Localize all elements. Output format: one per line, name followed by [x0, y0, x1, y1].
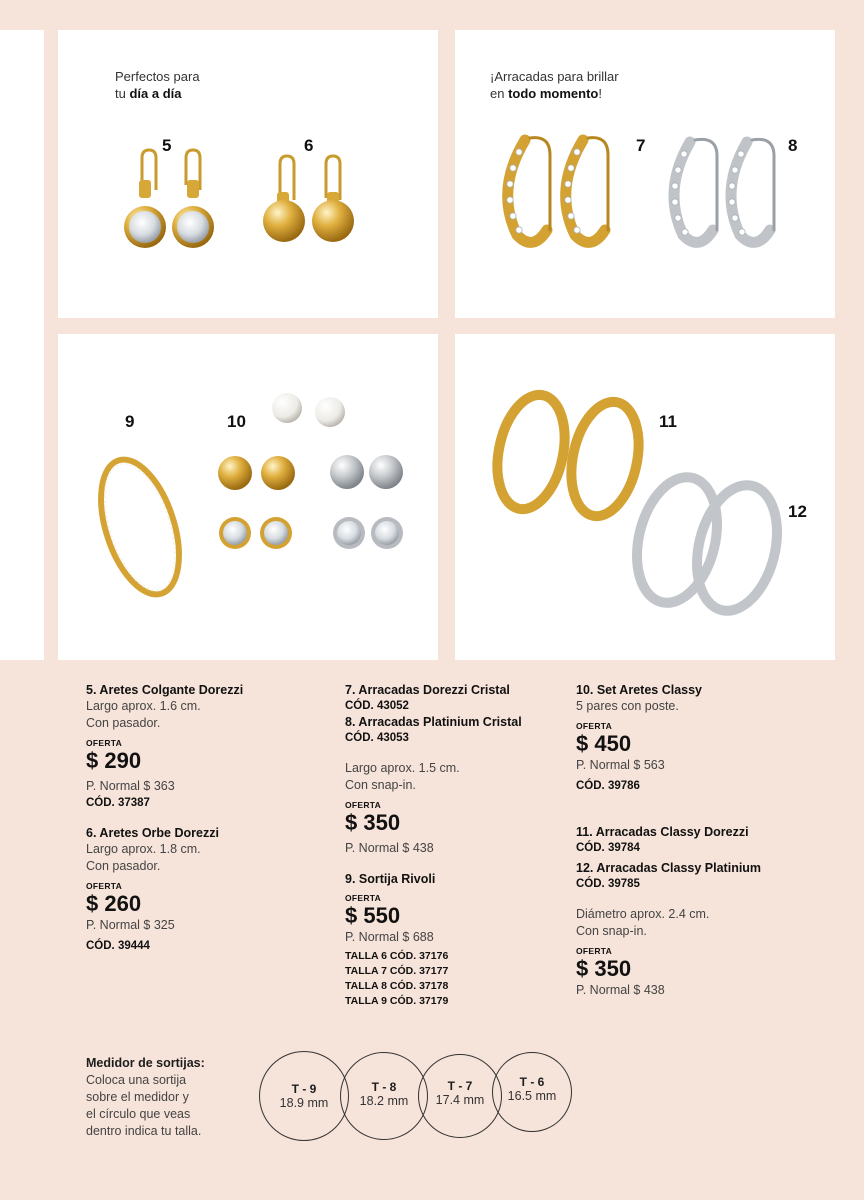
- product-code-11: CÓD. 39784: [576, 842, 640, 854]
- crystal-stones: [507, 149, 745, 235]
- panel-hoops-7-8: [455, 30, 835, 318]
- rivoli-ring: [86, 450, 194, 604]
- offer-price-6: $ 260: [86, 891, 142, 916]
- silver-crystal-studs: [333, 517, 403, 549]
- product-number-7: 7: [636, 136, 646, 155]
- ring-size-label-t9: T - 9: [291, 1082, 317, 1096]
- normal-price-11-12: P. Normal $ 438: [576, 983, 665, 997]
- product-name-8: 8. Arracadas Platinium Cristal: [345, 715, 522, 729]
- offer-price-5: $ 290: [86, 748, 142, 773]
- ring-and-studs-illustration: [58, 334, 438, 660]
- ring-size-code-t8: TALLA 8 CÓD. 37178: [345, 980, 449, 992]
- ring-sizer-line-2: sobre el medidor y: [86, 1090, 189, 1104]
- normal-price-9: P. Normal $ 688: [345, 930, 434, 944]
- left-page-edge: [0, 30, 44, 660]
- ring-size-value-t7: 17.4 mm: [435, 1093, 485, 1107]
- offer-price-10: $ 450: [576, 731, 632, 756]
- classy-hoops-illustration: [455, 334, 835, 660]
- drop-crystal-earring-right: [172, 150, 214, 248]
- silver-ball-stud-left: [330, 455, 364, 489]
- normal-price-5: P. Normal $ 363: [86, 779, 175, 793]
- ring-sizer-line-1: Coloca una sortija: [86, 1073, 187, 1087]
- silver-hoop-right: [685, 477, 790, 620]
- column-products-10-12: [576, 682, 826, 999]
- product-desc-7-8-length: Largo aprox. 1.5 cm.: [345, 761, 460, 775]
- normal-price-10: P. Normal $ 563: [576, 758, 665, 772]
- offer-label-9: OFERTA: [345, 893, 382, 903]
- panel-classy-hoops-11-12: [455, 334, 835, 660]
- gold-hoop-right: [562, 396, 649, 523]
- gold-crystal-hoop-right: [566, 140, 605, 242]
- product-desc-10: 5 pares con poste.: [576, 699, 679, 713]
- tagline-dia-a-dia: Perfectos para tu día a día: [115, 69, 200, 101]
- panel-ring-studs-9-10: [58, 334, 438, 660]
- offer-price-11-12: $ 350: [576, 956, 632, 981]
- product-number-9: 9: [125, 412, 135, 431]
- offer-label-5: OFERTA: [86, 738, 123, 748]
- offer-price-7-8: $ 350: [345, 810, 401, 835]
- ring-size-code-t7: TALLA 7 CÓD. 37177: [345, 965, 449, 977]
- product-number-10: 10: [227, 412, 246, 431]
- product-number-6: 6: [304, 136, 314, 155]
- ring-size-code-t6: TALLA 6 CÓD. 37176: [345, 950, 449, 962]
- ring-size-code-t9: TALLA 9 CÓD. 37179: [345, 995, 449, 1007]
- gold-crystal-studs: [219, 517, 292, 549]
- ring-size-label-t8: T - 8: [371, 1080, 397, 1094]
- product-code-8: CÓD. 43053: [345, 732, 409, 744]
- product-name-9: 9. Sortija Rivoli: [345, 872, 436, 886]
- product-name-10: 10. Set Aretes Classy: [576, 683, 703, 697]
- product-desc-11-12-diameter: Diámetro aprox. 2.4 cm.: [576, 907, 710, 921]
- normal-price-6: P. Normal $ 325: [86, 918, 175, 932]
- drop-crystal-earring-left: [124, 150, 166, 248]
- gold-ball-earring-right: [312, 156, 354, 242]
- crystal-hoops-illustration: [455, 30, 835, 318]
- silver-crystal-hoop-left: [674, 142, 713, 242]
- ring-sizer-circle-t6: [492, 1052, 572, 1132]
- product-code-6: CÓD. 39444: [86, 940, 150, 952]
- ring-size-value-t8: 18.2 mm: [359, 1094, 409, 1108]
- pearl-stud-right: [315, 397, 345, 427]
- gold-crystal-hoop-left: [508, 140, 547, 242]
- ring-sizer-circle-t9: [259, 1051, 349, 1141]
- pearl-stud-left: [272, 393, 302, 423]
- product-name-7: 7. Arracadas Dorezzi Cristal: [345, 683, 510, 697]
- product-desc-5-length: Largo aprox. 1.6 cm.: [86, 699, 201, 713]
- silver-ball-stud-right: [369, 455, 403, 489]
- offer-label-6: OFERTA: [86, 881, 123, 891]
- earrings-illustration-5-6: [58, 30, 438, 318]
- product-desc-7-8-clasp: Con snap-in.: [345, 778, 416, 792]
- offer-label-11-12: OFERTA: [576, 946, 613, 956]
- offer-price-9: $ 550: [345, 903, 401, 928]
- product-desc-6-clasp: Con pasador.: [86, 859, 161, 873]
- product-name-6: 6. Aretes Orbe Dorezzi: [86, 826, 219, 840]
- silver-crystal-hoop-right: [731, 142, 770, 242]
- gold-ball-earring-left: [263, 156, 305, 242]
- product-name-12: 12. Arracadas Classy Platinium: [576, 861, 762, 875]
- column-products-7-9: [345, 682, 595, 1009]
- column-products-5-6: [86, 682, 336, 954]
- gold-ball-stud-left: [218, 456, 252, 490]
- product-desc-11-12-clasp: Con snap-in.: [576, 924, 647, 938]
- ring-size-value-t6: 16.5 mm: [507, 1089, 557, 1103]
- product-number-5: 5: [162, 136, 172, 155]
- product-desc-5-clasp: Con pasador.: [86, 716, 161, 730]
- ring-sizer-line-3: el círculo que veas: [86, 1107, 191, 1121]
- product-number-12: 12: [788, 502, 807, 521]
- ring-size-label-t7: T - 7: [447, 1079, 473, 1093]
- product-desc-6-length: Largo aprox. 1.8 cm.: [86, 842, 201, 856]
- gold-ball-stud-right: [261, 456, 295, 490]
- ring-sizer-circle-t8: [340, 1052, 428, 1140]
- product-code-10: CÓD. 39786: [576, 780, 640, 792]
- ring-sizer-instructions: [86, 1055, 256, 1140]
- ring-sizer-title: Medidor de sortijas:: [86, 1056, 205, 1070]
- tagline-todo-momento: ¡Arracadas para brillar en todo momento!: [490, 69, 619, 101]
- product-code-7: CÓD. 43052: [345, 700, 409, 712]
- offer-label-7-8: OFERTA: [345, 800, 382, 810]
- silver-hoop-left: [625, 469, 730, 612]
- product-name-5: 5. Aretes Colgante Dorezzi: [86, 683, 244, 697]
- gold-hoop-left: [488, 389, 575, 516]
- ring-size-value-t9: 18.9 mm: [279, 1096, 329, 1110]
- normal-price-7-8: P. Normal $ 438: [345, 841, 434, 855]
- product-name-11: 11. Arracadas Classy Dorezzi: [576, 825, 749, 839]
- product-code-5: CÓD. 37387: [86, 797, 150, 809]
- ring-sizer-line-4: dentro indica tu talla.: [86, 1124, 202, 1138]
- product-number-11: 11: [659, 412, 677, 431]
- ring-sizer-circle-t7: [418, 1054, 502, 1138]
- panel-earrings-5-6: [58, 30, 438, 318]
- product-code-12: CÓD. 39785: [576, 878, 640, 890]
- product-number-8: 8: [788, 136, 798, 155]
- offer-label-10: OFERTA: [576, 721, 613, 731]
- ring-size-label-t6: T - 6: [519, 1075, 545, 1089]
